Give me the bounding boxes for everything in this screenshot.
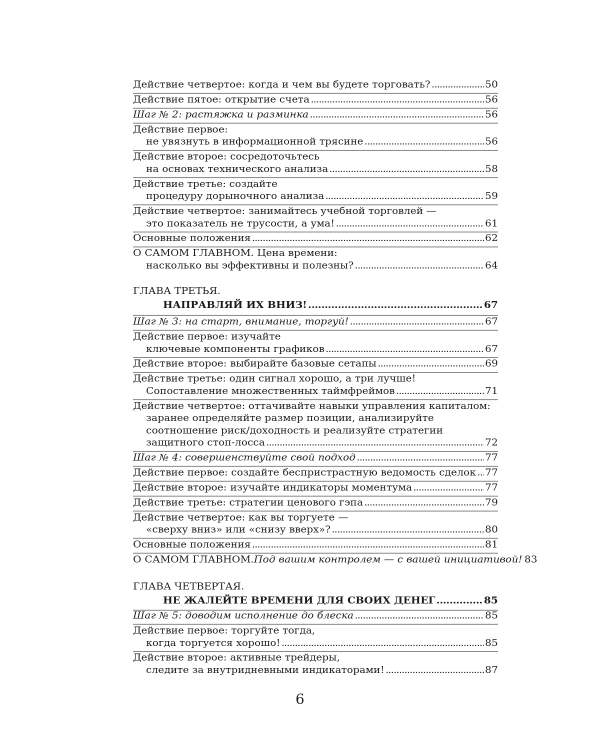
divider: [133, 177, 498, 178]
toc-entry-title-line1: О САМОМ ГЛАВНОМ. Цена времени:: [133, 249, 338, 259]
toc-page-number: 87: [485, 665, 498, 676]
toc-page-number: 83: [524, 555, 538, 566]
toc-entry-title: Основные положения: [133, 540, 251, 551]
toc-page-number: 85: [483, 595, 498, 607]
chapter-heading: ГЛАВА ЧЕТВЕРТАЯ.: [133, 582, 245, 593]
toc-page-number: 50: [485, 80, 498, 91]
divider: [133, 330, 498, 331]
toc-page-number: 79: [485, 498, 498, 509]
toc-entry-title: Действие первое: создайте беспристрастную ведомость сделок: [133, 468, 477, 479]
toc-entry-title: Шаг № 5: доводим исполнение до блеска: [133, 611, 354, 622]
toc-entry-title-line3: соотношение риск/доходность и реализуйте стратегии: [146, 426, 443, 437]
toc-entry-title: Действие четвертое: когда и чем вы будете торговать?: [133, 80, 431, 91]
divider: [133, 496, 498, 497]
divider: [133, 123, 498, 124]
divider: [133, 651, 498, 652]
leader-dots: [350, 317, 484, 329]
leader-dots: [396, 386, 484, 398]
leader-dots: [310, 110, 484, 122]
toc-entry[interactable]: [133, 401, 498, 450]
leader-dots: [378, 359, 485, 371]
leader-dots: [311, 95, 484, 107]
toc-page-number: 58: [485, 164, 498, 175]
leader-dots: [252, 233, 484, 245]
toc-entry-title-line1: Действие третье: один сигнал хорошо, а три лучше!: [133, 374, 416, 385]
toc-entry-title: защитного стоп-лосса: [146, 438, 265, 449]
toc-entry-step[interactable]: [133, 317, 498, 329]
divider: [133, 372, 498, 373]
toc-entry-title-line2: заранее определяйте размер позиции, анализируйте: [146, 414, 434, 424]
toc-page-number: 85: [485, 638, 498, 649]
toc-entry[interactable]: [133, 248, 498, 273]
leader-dots: [413, 483, 484, 495]
leader-dots: [329, 164, 484, 176]
toc-entry-title: Действие третье: стратегии ценового гэпа: [133, 498, 364, 509]
page-number: 6: [295, 692, 305, 708]
toc-page-number: 69: [485, 359, 498, 370]
toc-entry-step[interactable]: [133, 611, 498, 623]
toc-entry-title: насколько вы эффективны и полезны?: [146, 261, 354, 272]
toc-entry-title: Действие второе: изучайте индикаторы моментума: [133, 483, 413, 494]
leader-dots: [281, 638, 484, 650]
toc-page-number: 67: [483, 300, 498, 311]
toc-entry-title: Действие пятое: открытие счета: [133, 95, 310, 106]
toc-entry[interactable]: [133, 206, 498, 231]
leader-dots: [364, 497, 484, 509]
toc-entry-title: процедуру дорыночного анализа: [146, 192, 325, 202]
toc-entry[interactable]: [133, 80, 498, 92]
toc-entry[interactable]: [133, 497, 498, 509]
divider: [133, 511, 498, 512]
toc-page-number: 85: [485, 611, 498, 622]
toc-entry[interactable]: [133, 540, 498, 552]
leader-dots: [325, 191, 484, 203]
toc-page-number: 62: [485, 234, 498, 244]
toc-page-number: 72: [485, 438, 498, 449]
divider: [133, 538, 498, 539]
toc-page-number: 77: [485, 468, 498, 479]
chapter-title-entry[interactable]: [163, 299, 498, 311]
toc-entry-title-line1: Действие первое:: [133, 125, 228, 136]
toc-page-number: 81: [485, 540, 498, 551]
leader-dots: [252, 540, 484, 552]
toc-entry-title: Сопоставление множественных таймфреймов: [146, 386, 395, 397]
toc-entry-prefix: О САМОМ ГЛАВНОМ.: [133, 555, 254, 566]
divider: [133, 108, 498, 109]
toc-entry-title-line1: Действие третье: создайте: [133, 179, 278, 190]
toc-entry-title: не увязнуть в информационной трясине: [146, 137, 364, 148]
divider: [133, 315, 498, 316]
toc-entry[interactable]: [133, 374, 498, 399]
toc-entry[interactable]: [133, 512, 498, 537]
divider: [133, 481, 498, 482]
chapter-title: НЕ ЖАЛЕЙТЕ ВРЕМЕНИ ДЛЯ СВОИХ ДЕНЕГ: [163, 595, 436, 607]
toc-page-number: 56: [485, 95, 498, 106]
toc-entry-step[interactable]: [133, 110, 498, 122]
toc-entry-title-line1: Действие второе: сосредоточьтесь: [133, 152, 320, 163]
toc-page-number: 67: [485, 317, 498, 328]
toc-entry[interactable]: [133, 626, 498, 651]
leader-dots: [266, 438, 484, 450]
toc-entry[interactable]: [133, 653, 498, 678]
toc-page-number: 77: [485, 453, 498, 464]
divider: [133, 232, 498, 233]
toc-entry-title: следите за внутридневными индикаторами!: [146, 665, 385, 676]
divider: [133, 246, 498, 247]
toc-entry[interactable]: [133, 179, 498, 204]
toc-entry-title-line1: Действие первое: изучайте: [133, 332, 281, 343]
divider: [133, 466, 498, 467]
toc-entry-title: Шаг № 2: растяжка и разминка: [133, 110, 309, 121]
leader-dots: [355, 261, 484, 273]
toc-entry-title-line1: Действие четвертое: оттачивайте навыки управления капиталом:: [133, 401, 491, 412]
chapter-title: НАПРАВЛЯЙ ИХ ВНИЗ!: [163, 300, 308, 311]
leader-dots: [364, 137, 484, 149]
toc-entry-title-line1: Действие четвертое: как вы торгуете —: [133, 513, 349, 523]
toc-entry-title-line1: Действие второе: активные трейдеры,: [133, 653, 341, 664]
toc-page-number: 61: [485, 219, 498, 229]
toc-page-number: 64: [485, 261, 498, 272]
chapter-heading: ГЛАВА ТРЕТЬЯ.: [133, 286, 221, 297]
toc-page-number: 80: [485, 525, 498, 536]
toc-entry[interactable]: [133, 233, 498, 245]
toc-page-number: 56: [485, 110, 498, 121]
divider: [133, 204, 498, 205]
toc-entry-title: Основные положения: [133, 234, 251, 244]
toc-entry-title-line1: Действие первое: торгуйте тогда,: [133, 626, 316, 637]
leader-dots: [436, 595, 483, 607]
leader-dots: [336, 218, 484, 230]
leader-dots: [332, 525, 484, 537]
toc-page-number: 56: [485, 137, 498, 148]
toc-entry[interactable]: [133, 468, 498, 480]
toc-entry-title: на основах технического анализа: [146, 164, 329, 175]
toc-entry[interactable]: [133, 332, 498, 357]
toc-entry[interactable]: [133, 152, 498, 177]
toc-page-number: 77: [485, 483, 498, 494]
toc-entry[interactable]: [133, 125, 498, 150]
toc-entry[interactable]: [133, 555, 538, 567]
leader-dots: [431, 80, 484, 92]
toc-entry-title: «сверху вниз» или «снизу вверх»?: [146, 525, 331, 536]
toc-entry-title: это показатель не трусости, а ума!: [146, 219, 335, 229]
toc-entry-title: ключевые компоненты графиков: [146, 344, 325, 355]
divider: [133, 624, 498, 625]
divider: [133, 399, 498, 400]
chapter-title-entry[interactable]: [163, 595, 498, 607]
toc-page-number: 71: [485, 386, 498, 397]
leader-dots: [477, 468, 484, 480]
toc-entry-title: Действие второе: выбирайте базовые сетапы: [133, 359, 377, 370]
divider: [133, 150, 498, 151]
toc-entry-title: Под вашим контролем — с вашей инициативой!: [253, 555, 523, 566]
leader-dots: [308, 299, 483, 311]
toc-entry-title-line1: Действие четвертое: занимайтесь учебной торговлей —: [133, 207, 437, 217]
leader-dots: [325, 344, 484, 356]
leader-dots: [355, 611, 484, 623]
toc-entry-title: Шаг № 3: на старт, внимание, торгуй!: [133, 317, 349, 328]
toc-entry[interactable]: [133, 95, 498, 107]
divider: [133, 451, 498, 452]
toc-entry-step[interactable]: [133, 453, 498, 465]
divider: [133, 553, 498, 554]
divider: [133, 93, 498, 94]
toc-entry[interactable]: [133, 483, 498, 495]
toc-entry-title: Шаг № 4: совершенствуйте свой подход: [133, 453, 356, 464]
leader-dots: [385, 665, 484, 677]
toc-page-number: 59: [485, 192, 498, 202]
toc-entry[interactable]: [133, 359, 498, 371]
divider: [133, 357, 498, 358]
leader-dots: [357, 453, 484, 465]
toc-page-number: 67: [485, 344, 498, 355]
toc-entry-title: когда торгуется хорошо!: [146, 638, 281, 649]
